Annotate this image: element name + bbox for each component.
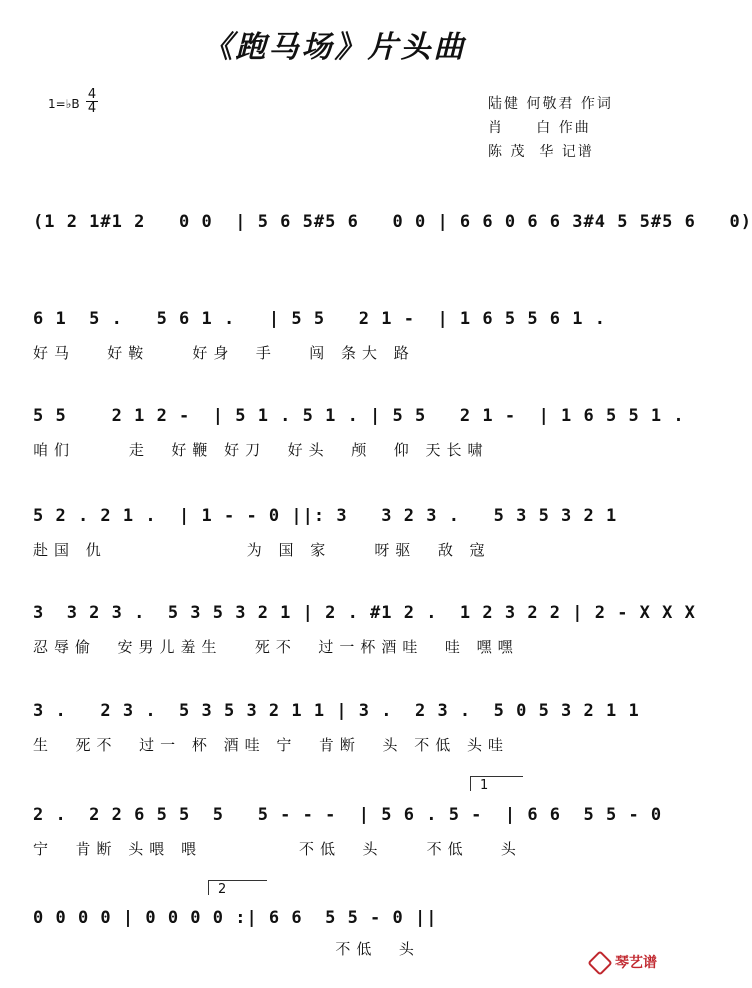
notes-line: 3 . 2 3 . 5 3 5 3 2 1 1 | 3 . 2 3 . 5 0 5 3 2 1 1 [33, 701, 640, 721]
system-4 [0, 603, 696, 683]
notes-line: 2 . 2 2 6 5 5 5 5 - - - | 5 6 . 5 - | 6 6 5 5 - 0 [33, 805, 663, 825]
lyrics-line: 忍辱偷 安男儿羞生 死不 过一杯酒哇 哇 嘿嘿 [33, 638, 519, 656]
notes-line: 3 3 2 3 . 5 3 5 3 2 1 | 2 . #1 2 . 1 2 3 2 2 | 2 - X X X [33, 603, 696, 623]
credits [488, 92, 613, 164]
transcriber-credit: 陈 茂 华 记谱 [488, 144, 594, 160]
notes-line: 0 0 0 0 | 0 0 0 0 :| 6 6 5 5 - 0 || [33, 908, 438, 928]
lyrics-line: 赴国 仇 为 国 家 呀驱 敌 寇 [33, 541, 491, 559]
key-signature: 1=♭B [48, 97, 80, 111]
second-ending-bracket [208, 880, 267, 895]
lyrics-line: 不低 头 [120, 940, 420, 958]
meter-bottom: 4 [87, 101, 97, 116]
meter-top: 4 [87, 87, 97, 102]
score-title: 《跑马场》片头曲 [202, 30, 467, 65]
second-ending-label: 2 [218, 882, 227, 897]
notes-line: (1 2 1#1 2 0 0 | 5 6 5#5 6 0 0 | 6 6 0 6 6 3#4 5 5#5 6 0) [33, 212, 752, 232]
system-5 [0, 701, 669, 781]
watermark [591, 952, 657, 972]
time-signature [86, 88, 98, 115]
system-2 [0, 406, 685, 486]
lyricist-credit: 陆健 何敬君 作词 [488, 96, 613, 112]
watermark-logo-icon [587, 950, 612, 975]
lyrics-line: 咱们 走 好鞭 好刀 好头 颅 仰 天长啸 [33, 441, 489, 459]
first-ending-bracket [470, 776, 523, 791]
lyrics-line: 生 死不 过一 杯 酒哇 宁 肯断 头 不低 头哇 [33, 736, 509, 754]
lyrics-line: 好马 好鞍 好身 手 闯 条大 路 [33, 344, 415, 362]
composer-credit: 肖 白 作曲 [488, 120, 591, 136]
notes-line: 5 5 2 1 2 - | 5 1 . 5 1 . | 5 5 2 1 - | 1 6 5 5 1 . [33, 406, 685, 426]
notes-line: 6 1 5 . 5 6 1 . | 5 5 2 1 - | 1 6 5 5 6 1 . [33, 309, 606, 329]
lyrics-line: 宁 肯断 头喂 喂 不低 头 不低 头 [33, 840, 522, 858]
watermark-text: 琴艺谱 [615, 955, 657, 971]
system-7 [0, 908, 669, 988]
system-1 [0, 309, 669, 389]
system-3 [0, 506, 669, 586]
intro-system [0, 212, 752, 292]
system-6 [0, 805, 669, 885]
notes-line: 5 2 . 2 1 . | 1 - - 0 ||: 3 3 2 3 . 5 3 5 3 2 1 [33, 506, 618, 526]
first-ending-label: 1 [480, 778, 489, 793]
